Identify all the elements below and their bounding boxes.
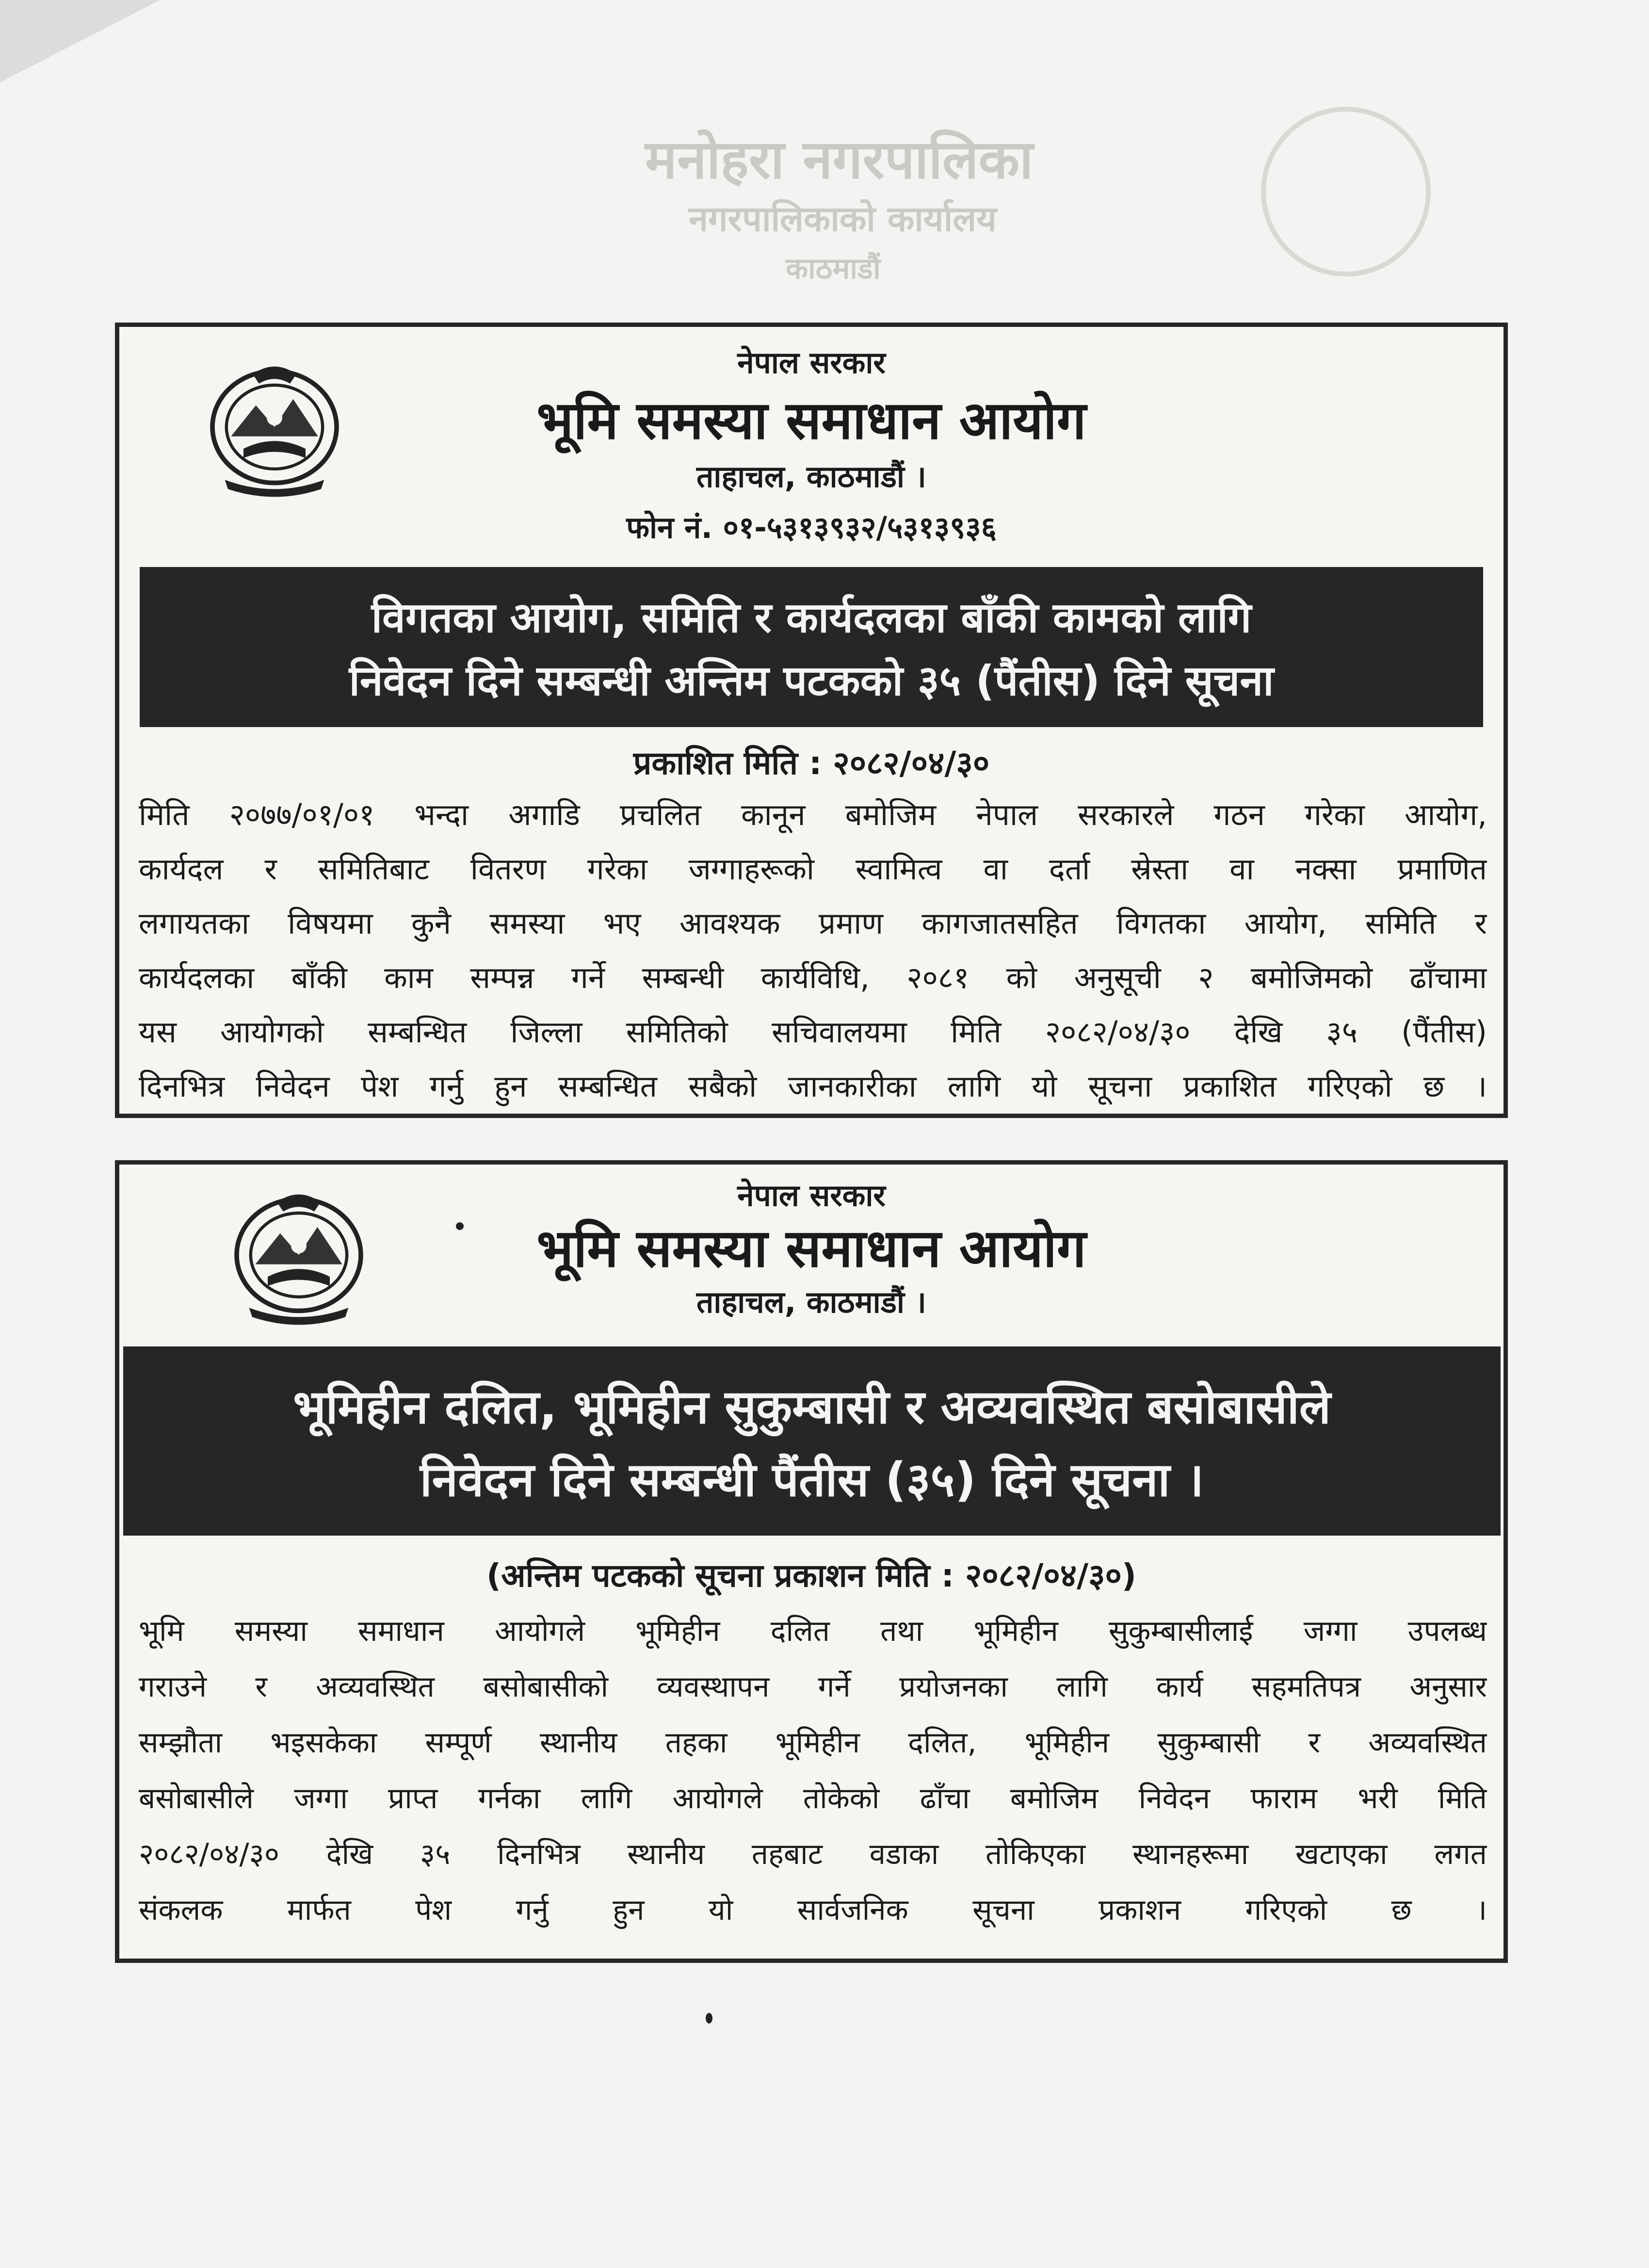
- office-address: ताहाचल, काठमाडौं ।: [696, 1284, 927, 1320]
- body-line: दिनभित्र निवेदन पेश गर्नु हुन सम्बन्धित सबैको जानकारीका लागि यो सूचना प्रकाशित गरिएको छ ।: [139, 1069, 1487, 1104]
- body-line: सम्झौता भइसकेका सम्पूर्ण स्थानीय तहका भूमिहीन दलित, भूमिहीन सुकुम्बासी र अव्यवस्थित: [139, 1726, 1487, 1760]
- notice-box-1: [115, 323, 1508, 1118]
- body-line: गराउने र अव्यवस्थित बसोबासीको व्यवस्थापन गर्ने प्रयोजनका लागि कार्य सहमतिपत्र अनुसार: [139, 1670, 1487, 1704]
- banner-line-1: भूमिहीन दलित, भूमिहीन सुकुम्बासी र अव्यवस्थित बसोबासीले: [293, 1380, 1331, 1434]
- banner-line-1: विगतका आयोग, समिति र कार्यदलका बाँकी कामको लागि: [371, 594, 1252, 642]
- banner-line-2: निवेदन दिने सम्बन्धी पैंतीस (३५) दिने सूचना ।: [420, 1453, 1204, 1507]
- body-line: बसोबासीले जग्गा प्राप्त गर्नका लागि आयोगले तोकेको ढाँचा बमोजिम निवेदन फाराम भरी मिति: [139, 1782, 1487, 1815]
- published-date: (अन्तिम पटकको सूचना प्रकाशन मिति : २०८२/०४/३०): [486, 1557, 1136, 1594]
- published-date: प्रकाशित मिति : २०८२/०४/३०: [633, 745, 990, 782]
- commission-name: भूमि समस्या समाधान आयोग: [536, 1218, 1086, 1279]
- body-line: संकलक मार्फत पेश गर्नु हुन यो सार्वजनिक सूचना प्रकाशन गरिएको छ ।: [139, 1893, 1487, 1927]
- notice-body: [139, 788, 1487, 1114]
- scan-speck: [456, 1222, 464, 1230]
- body-line: यस आयोगको सम्बन्धित जिल्ला समितिको सचिवालयमा मिति २०८२/०४/३० देखि ३५ (पैंतीस): [139, 1014, 1487, 1050]
- phone-number: फोन नं. ०१-५३१३९३२/५३१३९३६: [626, 510, 997, 545]
- notice-title-banner: [140, 567, 1483, 727]
- government-name: नेपाल सरकार: [737, 345, 886, 380]
- office-address: ताहाचल, काठमाडौं ।: [696, 459, 927, 494]
- body-line: लगायतका विषयमा कुनै समस्या भए आवश्यक प्रमाण कागजातसहित विगतका आयोग, समिति र: [139, 906, 1487, 941]
- body-line: भूमि समस्या समाधान आयोगले भूमिहीन दलित तथा भूमिहीन सुकुम्बासीलाई जग्गा उपलब्ध: [139, 1614, 1487, 1648]
- commission-name: भूमि समस्या समाधान आयोग: [536, 390, 1086, 451]
- background-ghost-title: मनोहरा नगरपालिका: [645, 129, 1034, 191]
- body-line: मिति २०७७/०१/०१ भन्दा अगाडि प्रचलित कानून बमोजिम नेपाल सरकारले गठन गरेका आयोग,: [139, 797, 1487, 832]
- body-line: २०८२/०४/३० देखि ३५ दिनभित्र स्थानीय तहबाट वडाका तोकिएका स्थानहरूमा खटाएका लगत: [139, 1837, 1487, 1871]
- background-ghost-office: नगरपालिकाको कार्यालय: [689, 198, 997, 239]
- scan-speck: [706, 2013, 712, 2024]
- government-name: नेपाल सरकार: [737, 1178, 886, 1213]
- background-ghost-place: काठमाडौं: [786, 252, 881, 286]
- notice-body: [139, 1604, 1487, 1938]
- background-ghost-seal: [1261, 107, 1431, 276]
- body-line: कार्यदल र समितिबाट वितरण गरेका जग्गाहरूको स्वामित्व वा दर्ता स्रेस्ता वा नक्सा प्रमाणित: [139, 851, 1487, 887]
- notice-title-banner: [123, 1346, 1501, 1536]
- body-line: कार्यदलका बाँकी काम सम्पन्न गर्ने सम्बन्धी कार्यविधि, २०८१ को अनुसूची २ बमोजिमको ढाँचामा: [139, 960, 1487, 995]
- banner-line-2: निवेदन दिने सम्बन्धी अन्तिम पटकको ३५ (पैंतीस) दिने सूचना: [349, 657, 1274, 705]
- notice-box-2: [115, 1160, 1508, 1963]
- folded-corner: [0, 0, 160, 82]
